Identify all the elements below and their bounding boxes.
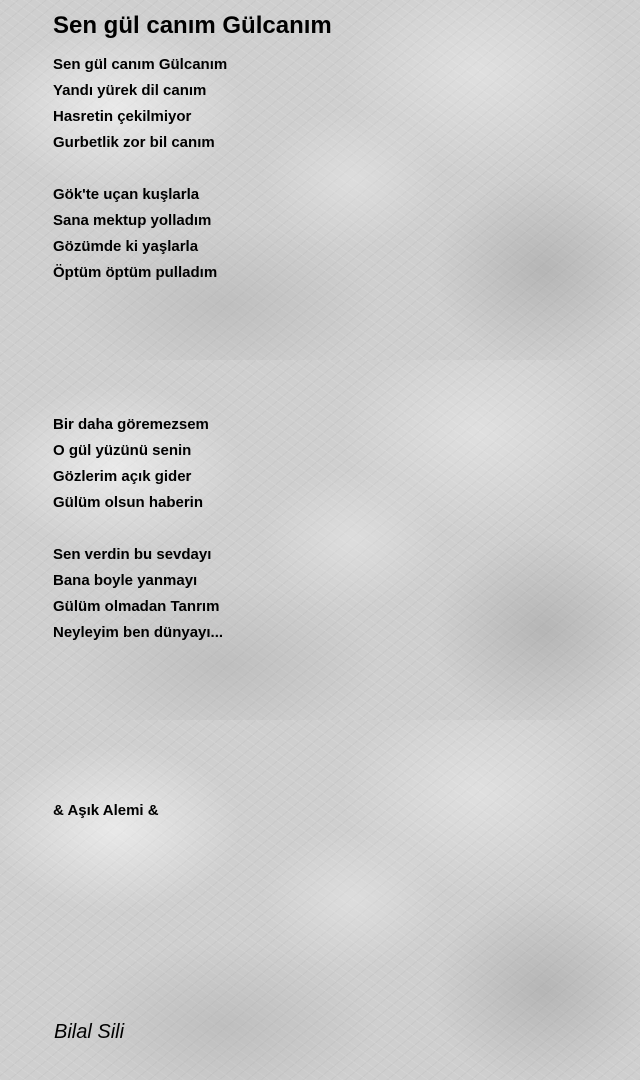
poem-line: Sana mektup yolladım	[53, 212, 212, 229]
poem-stanza	[53, 542, 613, 646]
poem-line: & Aşık Alemi &	[53, 802, 159, 819]
poem-line: Gurbetlik zor bil canım	[53, 134, 215, 151]
poem-line: Gülüm olsun haberin	[53, 494, 204, 511]
poem-line: Gözümde ki yaşlarla	[53, 238, 199, 255]
poem-line: Bana boyle yanmayı	[53, 572, 198, 589]
poem-stanza	[53, 52, 613, 156]
poem-line: Öptüm öptüm pulladım	[53, 264, 218, 281]
poem-line: Bir daha göremezsem	[53, 416, 209, 433]
poem-author: Bilal Sili	[54, 1021, 125, 1043]
poem-line: Yandı yürek dil canım	[53, 82, 207, 99]
poem-line: Neyleyim ben dünyayı...	[53, 624, 224, 641]
poem-title: Sen gül canım Gülcanım	[53, 12, 332, 39]
poem-signature-line	[53, 798, 613, 824]
poem-line: Hasretin çekilmiyor	[53, 108, 192, 125]
poem-line: Gülüm olmadan Tanrım	[53, 598, 220, 615]
poem-line: O gül yüzünü senin	[53, 442, 192, 459]
poem-stanza	[53, 182, 613, 286]
poem-line: Sen verdin bu sevdayı	[53, 546, 212, 563]
poem-stanza	[53, 412, 613, 516]
poem-line: Gözlerim açık gider	[53, 468, 192, 485]
poem-line: Gök'te uçan kuşlarla	[53, 186, 200, 203]
poem-line: Sen gül canım Gülcanım	[53, 56, 228, 73]
